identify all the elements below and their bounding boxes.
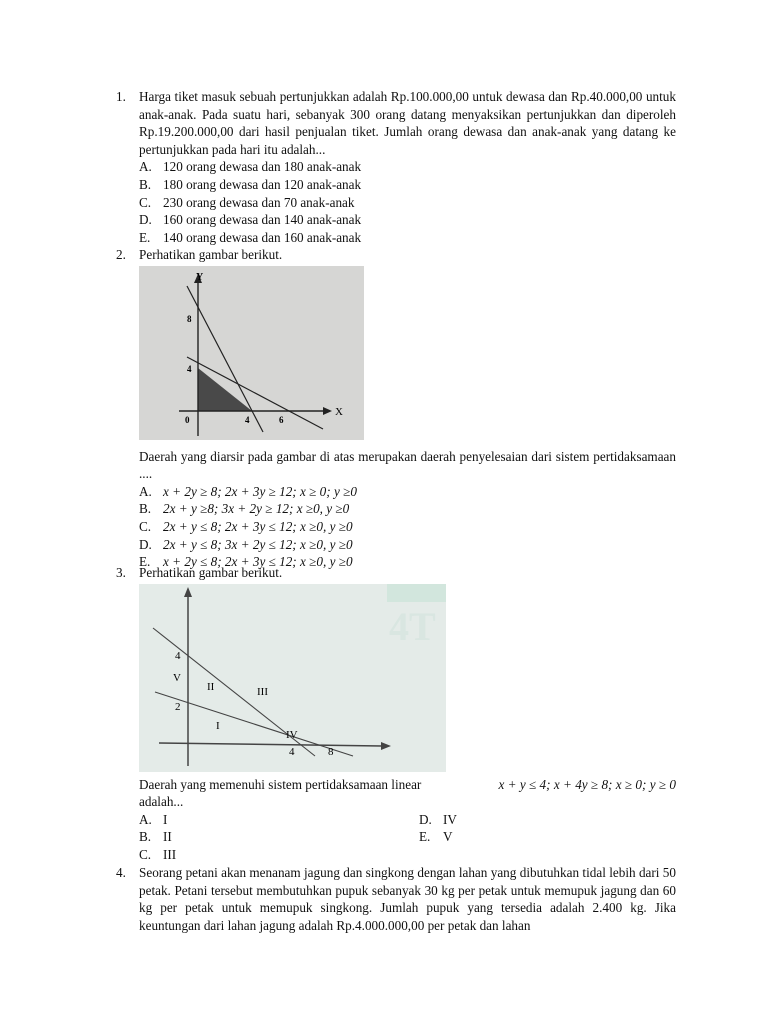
question-3	[116, 564, 676, 863]
x-tick-label: 8	[328, 745, 334, 758]
x-tick-label: 6	[279, 414, 284, 425]
option-letter: A.	[139, 811, 152, 827]
option-c	[139, 518, 676, 536]
y-tick-label: 4	[187, 363, 192, 374]
inequality-system: x + y ≤ 4; x + 4y ≥ 8; x ≥ 0; y ≥ 0	[498, 776, 676, 792]
y-axis-label: Y	[196, 271, 204, 283]
question-4	[116, 864, 676, 934]
option-letter: B.	[139, 176, 152, 192]
option-text: 230 orang dewasa dan 70 anak-anak	[163, 194, 355, 210]
option-c	[139, 846, 409, 864]
option-a	[139, 811, 409, 829]
question-number: 1.	[116, 89, 126, 104]
y-tick-label: 8	[187, 313, 192, 324]
region-label-i: I	[216, 719, 220, 732]
question-text: Harga tiket masuk sebuah pertunjukkan adalah Rp.100.000,00 untuk dewasa dan Rp.40.000,00 untuk anak-anak. Pada suatu hari, sebanyak 300 orang datang menyaksikan pertunjukkan dan diperoleh Rp.19.200.000,00 dari hasil penjualan tiket. Jumlah orang dewasa dan anak-anak yang datang ke pertunjukkan pada hari itu adalah...	[139, 89, 676, 157]
question-text	[139, 776, 676, 794]
option-text: 120 orang dewasa dan 180 anak-anak	[163, 159, 362, 175]
x-tick-label: 0	[185, 414, 190, 425]
question-number: 3.	[116, 565, 126, 580]
linear-programming-graph	[139, 266, 364, 440]
option-letter: C.	[139, 194, 152, 210]
option-d	[419, 811, 619, 829]
option-e	[419, 828, 619, 846]
option-letter: A.	[139, 159, 152, 175]
option-text: x + 2y ≤ 8; 2x + 3y ≤ 12; x ≥0, y ≥0	[163, 554, 353, 570]
option-text: 2x + y ≥8; 3x + 2y ≥ 12; x ≥0, y ≥0	[163, 501, 350, 517]
option-d	[139, 536, 676, 554]
option-text: x + 2y ≥ 8; 2x + 3y ≥ 12; x ≥ 0; y ≥0	[163, 483, 357, 499]
option-text: 180 orang dewasa dan 120 anak-anak	[163, 176, 362, 192]
question-text-start: Daerah yang memenuhi sistem pertidaksamaan linear	[139, 776, 422, 792]
options-right-column	[419, 811, 619, 846]
x-axis-label: X	[335, 405, 343, 418]
option-text: III	[163, 846, 177, 862]
question-2	[116, 246, 676, 571]
option-a	[139, 483, 676, 501]
options-grid	[139, 811, 676, 863]
option-c	[139, 194, 676, 212]
y-tick-label: 2	[175, 700, 181, 713]
option-letter: D.	[139, 212, 152, 228]
option-letter: E.	[419, 829, 431, 845]
option-b	[139, 500, 676, 518]
question-number: 4.	[116, 865, 126, 880]
option-text: II	[163, 829, 172, 845]
question-text: Seorang petani akan menanam jagung dan singkong dengan lahan yang dibutuhkan tidal lebih dari 50 petak. Petani tersebut membutuhkan pupuk sebanyak 30 kg per petak untuk memupuk jagung dan 60 kg per petak untuk memupuk singkong. Jumlah pupuk yang tersedia adalah 2.400 kg. Jika keuntungan dari lahan jagung adalah Rp.4.000.000,00 per petak dan lahan	[139, 865, 676, 933]
option-letter: E.	[139, 554, 151, 570]
x-tick-label: 4	[245, 414, 250, 425]
graph-figure-2	[139, 266, 364, 440]
y-tick-label: 4	[175, 649, 181, 662]
question-1	[116, 88, 676, 246]
watermark-text: 4T	[389, 603, 436, 649]
region-label-v: V	[173, 671, 181, 684]
options-left-column	[139, 811, 409, 864]
option-letter: C.	[139, 846, 152, 862]
question-intro: Perhatikan gambar berikut.	[139, 565, 283, 580]
option-b	[139, 176, 676, 194]
option-letter: D.	[139, 536, 152, 552]
option-letter: B.	[139, 501, 152, 517]
option-letter: C.	[139, 518, 152, 534]
option-text: 140 orang dewasa dan 160 anak-anak	[163, 229, 362, 245]
region-label-ii: II	[207, 680, 215, 693]
option-d	[139, 211, 676, 229]
option-text: 160 orang dewasa dan 140 anak-anak	[163, 212, 362, 228]
option-letter: D.	[419, 811, 432, 827]
graph-background	[139, 266, 364, 440]
region-label-iv: IV	[286, 728, 298, 741]
region-label-iii: III	[257, 685, 268, 698]
question-number: 2.	[116, 247, 126, 262]
option-text: V	[443, 829, 453, 845]
option-text: 2x + y ≤ 8; 3x + 2y ≤ 12; x ≥0, y ≥0	[163, 536, 353, 552]
x-tick-label: 4	[289, 745, 295, 758]
option-text: I	[163, 811, 168, 827]
option-text: 2x + y ≤ 8; 2x + 3y ≤ 12; x ≥0, y ≥0	[163, 518, 353, 534]
option-text: IV	[443, 811, 457, 827]
question-intro: Perhatikan gambar berikut.	[139, 247, 283, 262]
graph-figure-3	[139, 584, 446, 772]
option-b	[139, 828, 409, 846]
question-text-end: adalah...	[139, 794, 184, 810]
question-text: Daerah yang diarsir pada gambar di atas merupakan daerah penyelesaian dari sistem pertidaksamaan ....	[139, 448, 676, 482]
option-letter: A.	[139, 483, 152, 499]
option-letter: E.	[139, 229, 151, 245]
region-graph	[139, 584, 446, 772]
option-letter: B.	[139, 829, 152, 845]
option-a	[139, 158, 676, 176]
option-e	[139, 229, 676, 247]
watermark-band	[387, 584, 446, 602]
